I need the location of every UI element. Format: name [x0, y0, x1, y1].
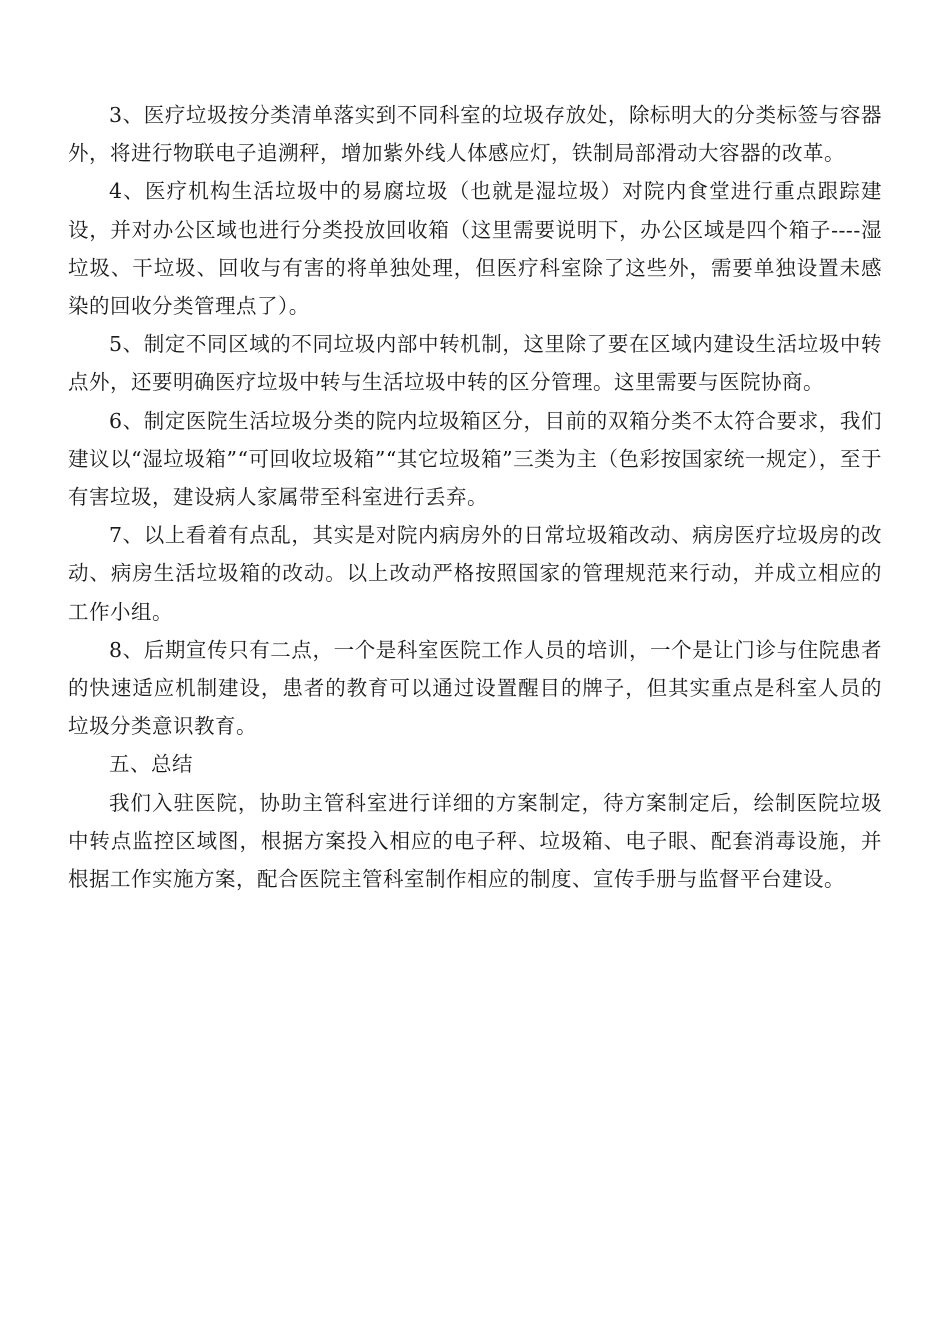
document-body	[68, 96, 882, 898]
paragraph-item-7: 7、以上看着有点乱，其实是对院内病房外的日常垃圾箱改动、病房医疗垃圾房的改动、病房生活垃圾箱的改动。以上改动严格按照国家的管理规范来行动，并成立相应的工作小组。	[68, 523, 882, 624]
paragraph-item-4: 4、医疗机构生活垃圾中的易腐垃圾（也就是湿垃圾）对院内食堂进行重点跟踪建设，并对办公区域也进行分类投放回收箱（这里需要说明下，办公区域是四个箱子----湿垃圾、干垃圾、回收与有害的将单独处理，但医疗科室除了这些外，需要单独设置未感染的回收分类管理点了）。	[68, 179, 882, 319]
paragraph-item-6: 6、制定医院生活垃圾分类的院内垃圾箱区分，目前的双箱分类不太符合要求，我们建议以“湿垃圾箱”“可回收垃圾箱”“其它垃圾箱”三类为主（色彩按国家统一规定），至于有害垃圾，建设病人家属带至科室进行丢弃。	[68, 408, 882, 510]
paragraph-item-8: 8、后期宣传只有二点，一个是科室医院工作人员的培训，一个是让门诊与住院患者的快速适应机制建设，患者的教育可以通过设置醒目的牌子，但其实重点是科室人员的垃圾分类意识教育。	[68, 637, 882, 739]
summary-paragraph: 我们入驻医院，协助主管科室进行详细的方案制定，待方案制定后，绘制医院垃圾中转点监控区域图，根据方案投入相应的电子秤、垃圾箱、电子眼、配套消毒设施，并根据工作实施方案，配合医院主管科室制作相应的制度、宣传手册与监督平台建设。	[68, 790, 882, 892]
section-heading: 五、总结	[109, 752, 193, 777]
paragraph-item-3: 3、医疗垃圾按分类清单落实到不同科室的垃圾存放处，除标明大的分类标签与容器外，将进行物联电子追溯秤，增加紫外线人体感应灯，铁制局部滑动大容器的改革。	[68, 103, 882, 166]
paragraph-item-5: 5、制定不同区域的不同垃圾内部中转机制，这里除了要在区域内建设生活垃圾中转点外，还要明确医疗垃圾中转与生活垃圾中转的区分管理。这里需要与医院协商。	[68, 332, 882, 395]
